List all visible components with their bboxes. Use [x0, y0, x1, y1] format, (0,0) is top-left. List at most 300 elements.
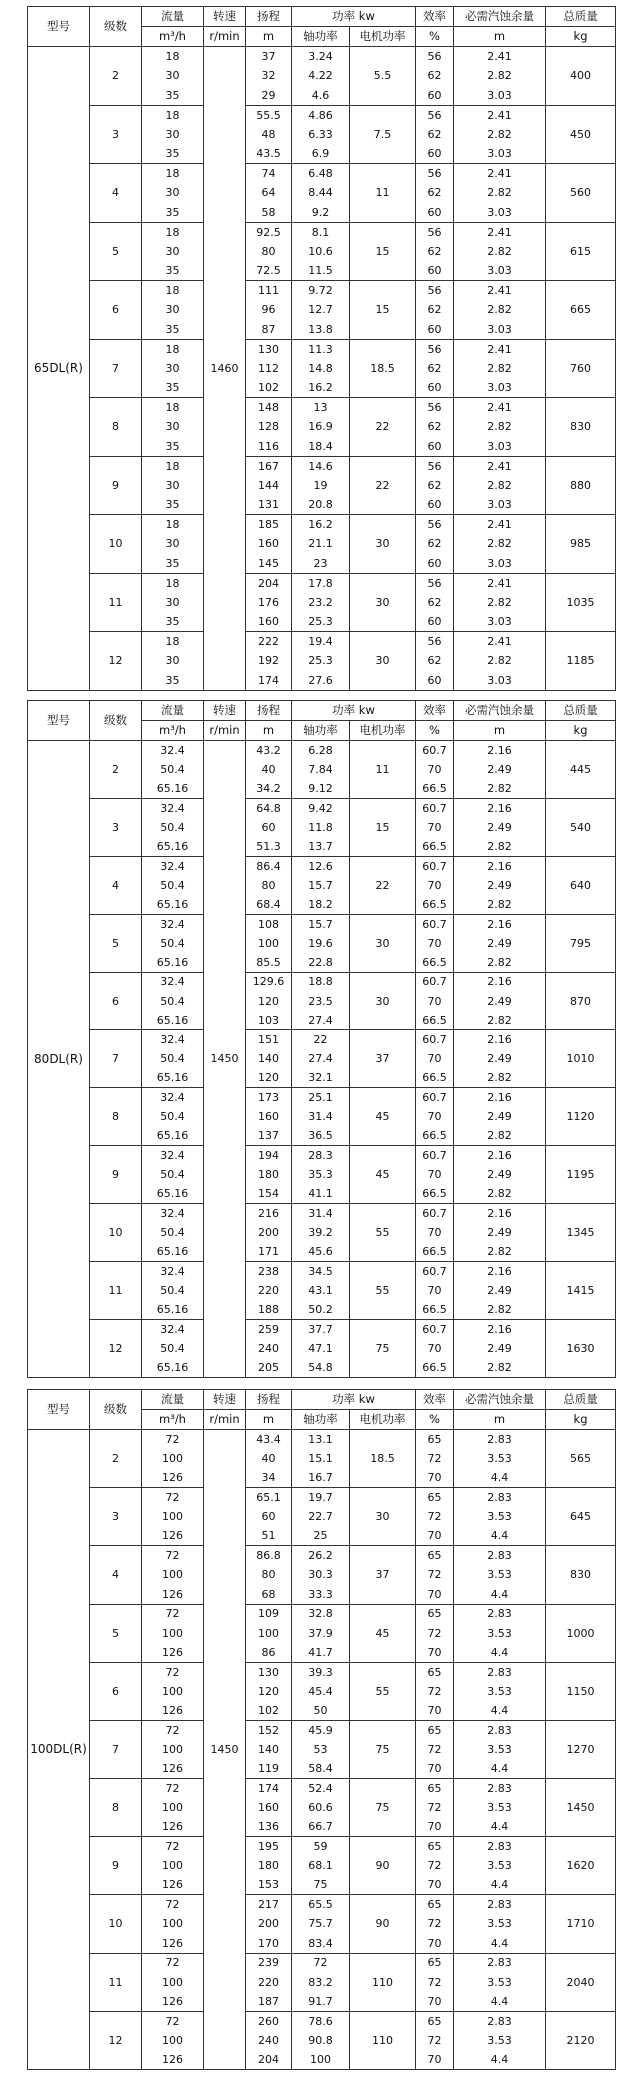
motor-power-cell: 55	[350, 1662, 416, 1720]
shaft-power-cell: 18.8	[292, 972, 350, 991]
stage-cell: 11	[90, 1262, 142, 1320]
flow-cell: 32.4	[142, 972, 204, 991]
shaft-power-cell: 9.42	[292, 798, 350, 817]
efficiency-cell: 66.5	[416, 895, 454, 914]
shaft-power-cell: 25.1	[292, 1088, 350, 1107]
motor-power-cell: 22	[350, 856, 416, 914]
header-model: 型号	[28, 1390, 90, 1430]
flow-cell: 18	[142, 222, 204, 242]
stage-cell: 5	[90, 914, 142, 972]
flow-cell: 65.16	[142, 1126, 204, 1145]
npsh-cell: 2.16	[454, 1204, 546, 1223]
shaft-power-cell: 14.6	[292, 456, 350, 476]
npsh-cell: 3.53	[454, 1798, 546, 1817]
npsh-cell: 2.83	[454, 1837, 546, 1856]
shaft-power-cell: 33.3	[292, 1585, 350, 1604]
npsh-cell: 3.53	[454, 1507, 546, 1526]
npsh-cell: 2.41	[454, 222, 546, 242]
flow-cell: 35	[142, 86, 204, 106]
flow-cell: 30	[142, 593, 204, 613]
npsh-cell: 2.83	[454, 1604, 546, 1623]
weight-cell: 1120	[546, 1088, 616, 1146]
flow-cell: 30	[142, 125, 204, 145]
header-shaft-power: 轴功率	[292, 27, 350, 47]
head-cell: 200	[246, 1223, 292, 1242]
speed-cell: 1450	[204, 1430, 246, 2070]
shaft-power-cell: 9.12	[292, 779, 350, 798]
pump-table-65dl	[27, 6, 616, 691]
efficiency-cell: 62	[416, 125, 454, 145]
table-row	[28, 856, 616, 875]
head-cell: 100	[246, 1623, 292, 1642]
table-row	[28, 632, 616, 652]
motor-power-cell: 55	[350, 1204, 416, 1262]
motor-power-cell: 5.5	[350, 47, 416, 106]
stage-cell: 8	[90, 398, 142, 457]
npsh-cell: 3.53	[454, 1740, 546, 1759]
shaft-power-cell: 31.4	[292, 1107, 350, 1126]
shaft-power-cell: 25	[292, 1526, 350, 1545]
header-flow: 流量	[142, 1390, 204, 1410]
npsh-cell: 3.53	[454, 1914, 546, 1933]
header-unit-weight: kg	[546, 721, 616, 741]
flow-cell: 72	[142, 1779, 204, 1798]
head-cell: 220	[246, 1281, 292, 1300]
head-cell: 112	[246, 359, 292, 379]
efficiency-cell: 70	[416, 1875, 454, 1894]
head-cell: 102	[246, 1701, 292, 1720]
shaft-power-cell: 23	[292, 554, 350, 574]
weight-cell: 1270	[546, 1720, 616, 1778]
shaft-power-cell: 19.4	[292, 632, 350, 652]
head-cell: 29	[246, 86, 292, 106]
head-cell: 120	[246, 1682, 292, 1701]
head-cell: 167	[246, 456, 292, 476]
npsh-cell: 2.41	[454, 515, 546, 535]
table-row	[28, 1146, 616, 1165]
efficiency-cell: 70	[416, 760, 454, 779]
head-cell: 34.2	[246, 779, 292, 798]
npsh-cell: 4.4	[454, 2050, 546, 2069]
efficiency-cell: 72	[416, 1740, 454, 1759]
flow-cell: 30	[142, 534, 204, 554]
shaft-power-cell: 100	[292, 2050, 350, 2069]
shaft-power-cell: 59	[292, 1837, 350, 1856]
head-cell: 40	[246, 1449, 292, 1468]
table-row	[28, 1895, 616, 1914]
header-flow: 流量	[142, 7, 204, 27]
npsh-cell: 3.03	[454, 86, 546, 106]
efficiency-cell: 70	[416, 991, 454, 1010]
shaft-power-cell: 13.7	[292, 837, 350, 856]
header-weight: 总质量	[546, 1390, 616, 1410]
efficiency-cell: 62	[416, 476, 454, 496]
flow-cell: 100	[142, 1914, 204, 1933]
stage-cell: 12	[90, 632, 142, 691]
head-cell: 64	[246, 183, 292, 203]
flow-cell: 100	[142, 1798, 204, 1817]
npsh-cell: 2.16	[454, 798, 546, 817]
table-row	[28, 1488, 616, 1507]
shaft-power-cell: 39.2	[292, 1223, 350, 1242]
weight-cell: 830	[546, 1546, 616, 1604]
flow-cell: 50.4	[142, 818, 204, 837]
weight-cell: 1450	[546, 1779, 616, 1837]
flow-cell: 18	[142, 515, 204, 535]
weight-cell: 1035	[546, 573, 616, 632]
head-cell: 195	[246, 1837, 292, 1856]
efficiency-cell: 60.7	[416, 741, 454, 760]
flow-cell: 32.4	[142, 1319, 204, 1338]
efficiency-cell: 60.7	[416, 1030, 454, 1049]
shaft-power-cell: 32.8	[292, 1604, 350, 1623]
head-cell: 240	[246, 2031, 292, 2050]
head-cell: 148	[246, 398, 292, 418]
table-row	[28, 515, 616, 535]
head-cell: 160	[246, 1798, 292, 1817]
head-cell: 60	[246, 818, 292, 837]
head-cell: 51.3	[246, 837, 292, 856]
flow-cell: 32.4	[142, 1088, 204, 1107]
shaft-power-cell: 22.8	[292, 953, 350, 972]
table-row	[28, 1604, 616, 1623]
efficiency-cell: 62	[416, 593, 454, 613]
flow-cell: 30	[142, 300, 204, 320]
header-stages: 级数	[90, 701, 142, 741]
weight-cell: 665	[546, 281, 616, 340]
head-cell: 74	[246, 164, 292, 184]
efficiency-cell: 60.7	[416, 1319, 454, 1338]
header-efficiency: 效率	[416, 7, 454, 27]
flow-cell: 100	[142, 1740, 204, 1759]
npsh-cell: 2.82	[454, 1069, 546, 1088]
head-cell: 145	[246, 554, 292, 574]
weight-cell: 1415	[546, 1262, 616, 1320]
efficiency-cell: 70	[416, 1281, 454, 1300]
head-cell: 96	[246, 300, 292, 320]
shaft-power-cell: 17.8	[292, 573, 350, 593]
shaft-power-cell: 9.72	[292, 281, 350, 301]
flow-cell: 50.4	[142, 1339, 204, 1358]
npsh-cell: 2.83	[454, 2011, 546, 2030]
npsh-cell: 2.83	[454, 1720, 546, 1739]
npsh-cell: 2.82	[454, 125, 546, 145]
head-cell: 239	[246, 1953, 292, 1972]
shaft-power-cell: 43.1	[292, 1281, 350, 1300]
shaft-power-cell: 9.2	[292, 203, 350, 223]
header-unit-speed: r/min	[204, 721, 246, 741]
motor-power-cell: 90	[350, 1895, 416, 1953]
npsh-cell: 3.03	[454, 495, 546, 515]
head-cell: 86.8	[246, 1546, 292, 1565]
header-unit-head: m	[246, 27, 292, 47]
shaft-power-cell: 58.4	[292, 1759, 350, 1778]
npsh-cell: 2.82	[454, 534, 546, 554]
head-cell: 160	[246, 1107, 292, 1126]
header-unit-npsh: m	[454, 721, 546, 741]
flow-cell: 30	[142, 417, 204, 437]
motor-power-cell: 18.5	[350, 1430, 416, 1488]
head-cell: 86	[246, 1643, 292, 1662]
npsh-cell: 2.41	[454, 47, 546, 67]
npsh-cell: 2.82	[454, 895, 546, 914]
flow-cell: 50.4	[142, 760, 204, 779]
motor-power-cell: 30	[350, 573, 416, 632]
head-cell: 119	[246, 1759, 292, 1778]
shaft-power-cell: 22.7	[292, 1507, 350, 1526]
npsh-cell: 2.41	[454, 105, 546, 125]
weight-cell: 565	[546, 1430, 616, 1488]
motor-power-cell: 30	[350, 914, 416, 972]
flow-cell: 30	[142, 359, 204, 379]
shaft-power-cell: 65.5	[292, 1895, 350, 1914]
table-row	[28, 1662, 616, 1681]
efficiency-cell: 66.5	[416, 1011, 454, 1030]
npsh-cell: 3.53	[454, 1972, 546, 1991]
head-cell: 92.5	[246, 222, 292, 242]
head-cell: 240	[246, 1339, 292, 1358]
efficiency-cell: 56	[416, 164, 454, 184]
shaft-power-cell: 50.2	[292, 1300, 350, 1319]
shaft-power-cell: 13.1	[292, 1430, 350, 1449]
shaft-power-cell: 32.1	[292, 1069, 350, 1088]
flow-cell: 72	[142, 2011, 204, 2030]
flow-cell: 32.4	[142, 1146, 204, 1165]
head-cell: 180	[246, 1856, 292, 1875]
npsh-cell: 2.83	[454, 1779, 546, 1798]
motor-power-cell: 45	[350, 1088, 416, 1146]
flow-cell: 50.4	[142, 991, 204, 1010]
stage-cell: 12	[90, 1319, 142, 1377]
efficiency-cell: 60	[416, 203, 454, 223]
stage-cell: 6	[90, 1662, 142, 1720]
efficiency-cell: 56	[416, 281, 454, 301]
efficiency-cell: 56	[416, 105, 454, 125]
flow-cell: 32.4	[142, 1262, 204, 1281]
shaft-power-cell: 14.8	[292, 359, 350, 379]
flow-cell: 65.16	[142, 1069, 204, 1088]
table-row	[28, 222, 616, 242]
head-cell: 204	[246, 573, 292, 593]
stage-cell: 3	[90, 105, 142, 164]
flow-cell: 18	[142, 339, 204, 359]
npsh-cell: 3.53	[454, 1856, 546, 1875]
header-unit-npsh: m	[454, 1410, 546, 1430]
weight-cell: 1620	[546, 1837, 616, 1895]
head-cell: 151	[246, 1030, 292, 1049]
shaft-power-cell: 45.9	[292, 1720, 350, 1739]
efficiency-cell: 70	[416, 1643, 454, 1662]
head-cell: 204	[246, 2050, 292, 2069]
header-unit-weight: kg	[546, 1410, 616, 1430]
header-row	[28, 701, 616, 721]
shaft-power-cell: 19.7	[292, 1488, 350, 1507]
npsh-cell: 2.41	[454, 632, 546, 652]
npsh-cell: 2.83	[454, 1895, 546, 1914]
header-unit-weight: kg	[546, 27, 616, 47]
npsh-cell: 2.82	[454, 476, 546, 496]
npsh-cell: 2.49	[454, 1107, 546, 1126]
npsh-cell: 2.16	[454, 914, 546, 933]
head-cell: 144	[246, 476, 292, 496]
npsh-cell: 2.82	[454, 1242, 546, 1261]
stage-cell: 7	[90, 1030, 142, 1088]
shaft-power-cell: 19.6	[292, 933, 350, 952]
flow-cell: 30	[142, 651, 204, 671]
weight-cell: 1630	[546, 1319, 616, 1377]
head-cell: 140	[246, 1740, 292, 1759]
flow-cell: 35	[142, 495, 204, 515]
npsh-cell: 4.4	[454, 1526, 546, 1545]
stage-cell: 11	[90, 1953, 142, 2011]
efficiency-cell: 60	[416, 261, 454, 281]
efficiency-cell: 60	[416, 554, 454, 574]
npsh-cell: 3.53	[454, 1565, 546, 1584]
npsh-cell: 3.53	[454, 1449, 546, 1468]
efficiency-cell: 66.5	[416, 1184, 454, 1203]
efficiency-cell: 72	[416, 1623, 454, 1642]
motor-power-cell: 18.5	[350, 339, 416, 398]
head-cell: 238	[246, 1262, 292, 1281]
head-cell: 187	[246, 1992, 292, 2011]
header-unit-speed: r/min	[204, 1410, 246, 1430]
shaft-power-cell: 75	[292, 1875, 350, 1894]
efficiency-cell: 72	[416, 1972, 454, 1991]
header-unit-head: m	[246, 1410, 292, 1430]
weight-cell: 870	[546, 972, 616, 1030]
shaft-power-cell: 83.2	[292, 1972, 350, 1991]
header-unit-efficiency: %	[416, 721, 454, 741]
flow-cell: 126	[142, 1585, 204, 1604]
stage-cell: 4	[90, 164, 142, 223]
npsh-cell: 2.16	[454, 1030, 546, 1049]
efficiency-cell: 70	[416, 1526, 454, 1545]
npsh-cell: 2.82	[454, 417, 546, 437]
weight-cell: 2120	[546, 2011, 616, 2069]
npsh-cell: 2.49	[454, 933, 546, 952]
head-cell: 173	[246, 1088, 292, 1107]
shaft-power-cell: 91.7	[292, 1992, 350, 2011]
shaft-power-cell: 35.3	[292, 1165, 350, 1184]
efficiency-cell: 70	[416, 1585, 454, 1604]
flow-cell: 50.4	[142, 933, 204, 952]
motor-power-cell: 11	[350, 164, 416, 223]
flow-cell: 32.4	[142, 1204, 204, 1223]
flow-cell: 35	[142, 320, 204, 340]
efficiency-cell: 72	[416, 1449, 454, 1468]
npsh-cell: 2.83	[454, 1662, 546, 1681]
head-cell: 32	[246, 66, 292, 86]
npsh-cell: 2.82	[454, 837, 546, 856]
npsh-cell: 2.82	[454, 66, 546, 86]
header-unit-flow: m³/h	[142, 1410, 204, 1430]
weight-cell: 1710	[546, 1895, 616, 1953]
weight-cell: 1195	[546, 1146, 616, 1204]
npsh-cell: 2.49	[454, 1165, 546, 1184]
head-cell: 131	[246, 495, 292, 515]
stage-cell: 9	[90, 456, 142, 515]
motor-power-cell: 30	[350, 515, 416, 574]
shaft-power-cell: 4.6	[292, 86, 350, 106]
shaft-power-cell: 7.84	[292, 760, 350, 779]
efficiency-cell: 56	[416, 47, 454, 67]
shaft-power-cell: 68.1	[292, 1856, 350, 1875]
table-row	[28, 1030, 616, 1049]
flow-cell: 50.4	[142, 1107, 204, 1126]
shaft-power-cell: 47.1	[292, 1339, 350, 1358]
header-shaft-power: 轴功率	[292, 1410, 350, 1430]
motor-power-cell: 37	[350, 1030, 416, 1088]
table-row	[28, 741, 616, 760]
head-cell: 34	[246, 1468, 292, 1487]
flow-cell: 126	[142, 1701, 204, 1720]
header-unit-head: m	[246, 721, 292, 741]
header-power: 功率 kw	[292, 7, 416, 27]
efficiency-cell: 60	[416, 495, 454, 515]
npsh-cell: 4.4	[454, 1585, 546, 1604]
head-cell: 64.8	[246, 798, 292, 817]
shaft-power-cell: 12.6	[292, 856, 350, 875]
table-row	[28, 1546, 616, 1565]
head-cell: 137	[246, 1126, 292, 1145]
table-row	[28, 1430, 616, 1449]
header-motor-power: 电机功率	[350, 1410, 416, 1430]
shaft-power-cell: 19	[292, 476, 350, 496]
flow-cell: 126	[142, 1468, 204, 1487]
stage-cell: 7	[90, 339, 142, 398]
weight-cell: 1000	[546, 1604, 616, 1662]
flow-cell: 30	[142, 242, 204, 262]
flow-cell: 50.4	[142, 1165, 204, 1184]
shaft-power-cell: 52.4	[292, 1779, 350, 1798]
npsh-cell: 3.03	[454, 437, 546, 457]
header-head: 扬程	[246, 7, 292, 27]
shaft-power-cell: 54.8	[292, 1358, 350, 1377]
flow-cell: 50.4	[142, 876, 204, 895]
efficiency-cell: 72	[416, 2031, 454, 2050]
model-cell: 80DL(R)	[28, 741, 90, 1378]
efficiency-cell: 70	[416, 1049, 454, 1068]
npsh-cell: 2.41	[454, 339, 546, 359]
head-cell: 259	[246, 1319, 292, 1338]
npsh-cell: 3.03	[454, 203, 546, 223]
efficiency-cell: 60	[416, 612, 454, 632]
flow-cell: 72	[142, 1662, 204, 1681]
head-cell: 37	[246, 47, 292, 67]
shaft-power-cell: 13	[292, 398, 350, 418]
weight-cell: 540	[546, 798, 616, 856]
weight-cell: 1150	[546, 1662, 616, 1720]
shaft-power-cell: 41.7	[292, 1643, 350, 1662]
shaft-power-cell: 18.4	[292, 437, 350, 457]
shaft-power-cell: 6.33	[292, 125, 350, 145]
head-cell: 40	[246, 760, 292, 779]
header-weight: 总质量	[546, 701, 616, 721]
head-cell: 48	[246, 125, 292, 145]
table-row	[28, 339, 616, 359]
table-row	[28, 1720, 616, 1739]
header-power: 功率 kw	[292, 1390, 416, 1410]
header-speed: 转速	[204, 1390, 246, 1410]
shaft-power-cell: 83.4	[292, 1934, 350, 1953]
head-cell: 85.5	[246, 953, 292, 972]
table-row	[28, 1779, 616, 1798]
head-cell: 220	[246, 1972, 292, 1991]
npsh-cell: 2.82	[454, 779, 546, 798]
efficiency-cell: 60.7	[416, 798, 454, 817]
efficiency-cell: 70	[416, 818, 454, 837]
flow-cell: 72	[142, 1837, 204, 1856]
